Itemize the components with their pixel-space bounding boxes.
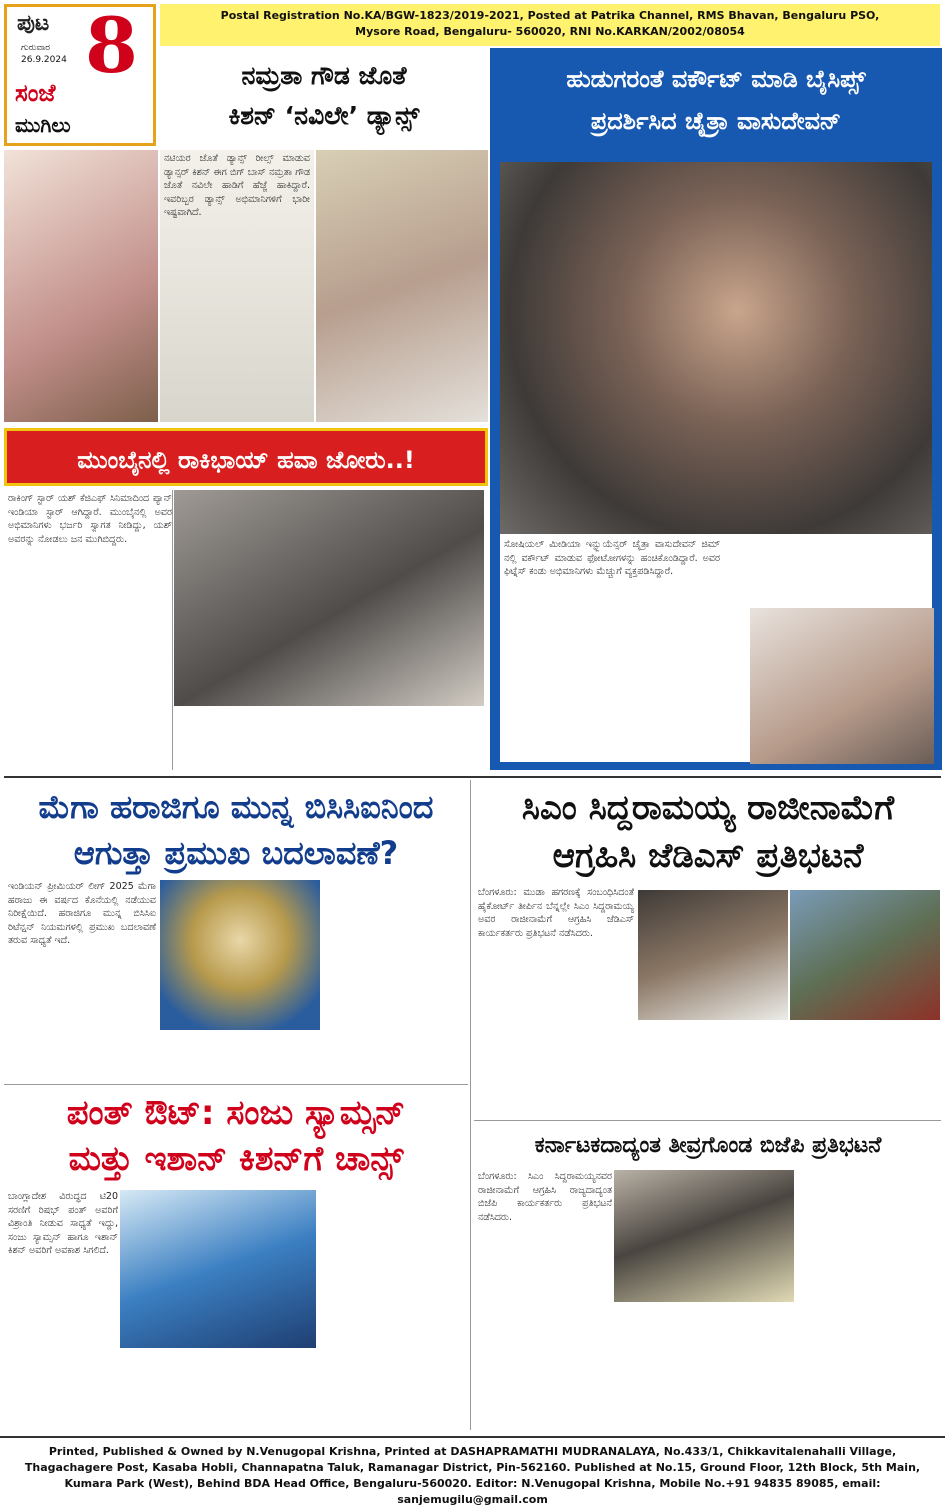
story5-body: ಬೆಂಗಳೂರು: ಮುಡಾ ಹಗರಣಕ್ಕೆ ಸಂಬಂಧಿಸಿದಂತೆ ಹೈಕೋರ್ಟ್ ತೀರ್ಪಿನ ಬೆನ್ನಲ್ಲೇ ಸಿಎಂ ಸಿದ್ದರಾಮಯ್ಯ ಅವರ ರಾಜೀನಾಮೆಗೆ ಆಗ್ರಹಿಸಿ ಜೆಡಿಎಸ್ ಕಾರ್ಯಕರ್ತರು ಪ್ರತಿಭಟನೆ ನಡೆಸಿದರು. bbox=[478, 887, 634, 939]
page-badge bbox=[4, 1, 156, 146]
date-label: 26.9.2024 bbox=[21, 55, 67, 65]
story5-headline-line2: ಆಗ್ರಹಿಸಿ ಜೆಡಿಎಸ್ ಪ್ರತಿಭಟನೆ bbox=[552, 836, 864, 876]
story6-body: ಬಾಂಗ್ಲಾದೇಶ ವಿರುದ್ಧದ ಟಿ20 ಸರಣಿಗೆ ರಿಷಭ್ ಪಂತ್ ಅವರಿಗೆ ವಿಶ್ರಾಂತಿ ನೀಡುವ ಸಾಧ್ಯತೆ ಇದ್ದು, ಸಂಜು ಸ್ಯಾಮ್ಸನ್ ಹಾಗೂ ಇಶಾನ್ ಕಿಶನ್ ಅವರಿಗೆ ಅವಕಾಶ ಸಿಗಲಿದೆ. bbox=[8, 1191, 118, 1256]
story6-players-photo bbox=[120, 1190, 316, 1348]
story2-headline bbox=[490, 48, 942, 158]
page-word: ಪುಟ bbox=[17, 11, 50, 36]
story3-body: ರಾಕಿಂಗ್ ಸ್ಟಾರ್ ಯಶ್ ಕೆಜಿಎಫ್ ಸಿನಿಮಾದಿಂದ ಪ್ಯಾನ್ ಇಂಡಿಯಾ ಸ್ಟಾರ್ ಆಗಿದ್ದಾರೆ. ಮುಂಬೈನಲ್ಲಿ ಅವರ ಅಭಿಮಾನಿಗಳು ಭರ್ಜರಿ ಸ್ವಾಗತ ನೀಡಿದ್ದು, ಯಶ್ ಅವರನ್ನು ನೋಡಲು ಜನ ಮುಗಿಬಿದ್ದರು. bbox=[8, 493, 172, 545]
story4-headline bbox=[4, 784, 468, 880]
story4-headline-line1: ಮೆಗಾ ಹರಾಜಿಗೂ ಮುನ್ನ ಬಿಸಿಸಿಐನಿಂದ bbox=[38, 788, 434, 826]
story2-headline-line2: ಪ್ರದರ್ಶಿಸಿದ ಚೈತ್ರಾ ವಾಸುದೇವನ್ bbox=[590, 107, 842, 135]
story1-photo-left bbox=[4, 150, 158, 422]
story4-headline-line2: ಆಗುತ್ತಾ ಪ್ರಮುಖ ಬದಲಾವಣೆ? bbox=[73, 834, 399, 872]
story2-side-photo bbox=[750, 608, 934, 764]
story5-protest-photo bbox=[790, 890, 940, 1020]
day-label: ಗುರುವಾರ bbox=[21, 43, 51, 53]
postal-registration: Postal Registration No.KA/BGW-1823/2019-2021, Posted at Patrika Channel, RMS Bhavan, Bengaluru PSO, Mysore Road, Bengaluru- 560020, RNI No.KARKAN/2002/08054 bbox=[160, 4, 940, 46]
story2-headline-line1: ಹುಡುಗರಂತೆ ವರ್ಕೌಟ್ ಮಾಡಿ ಬೈಸಿಪ್ಸ್ bbox=[566, 65, 866, 93]
paper-name-1: ಸಂಜೆ bbox=[15, 79, 56, 107]
story4-trophy-photo bbox=[160, 880, 320, 1030]
story3-divider bbox=[172, 490, 173, 770]
story4-body: ಇಂಡಿಯನ್ ಪ್ರೀಮಿಯರ್ ಲೀಗ್ 2025 ಮೆಗಾ ಹರಾಜು ಈ ವರ್ಷದ ಕೊನೆಯಲ್ಲಿ ನಡೆಯುವ ನಿರೀಕ್ಷೆಯಿದೆ. ಹರಾಜಿಗೂ ಮುನ್ನ ಬಿಸಿಸಿಐ ರಿಟೆನ್ಷನ್ ನಿಯಮಗಳಲ್ಲಿ ಪ್ರಮುಖ ಬದಲಾವಣೆ ತರುವ ಸಾಧ್ಯತೆ ಇದೆ. bbox=[8, 881, 156, 946]
story5-headline-line1: ಸಿಎಂ ಸಿದ್ದರಾಮಯ್ಯ ರಾಜೀನಾಮೆಗೆ bbox=[521, 788, 895, 828]
page-number: 8 bbox=[85, 1, 138, 90]
story3-headline: ಮುಂಬೈನಲ್ಲಿ ರಾಕಿಭಾಯ್ ಹವಾ ಜೋರು..! bbox=[4, 428, 488, 486]
story2-body: ಸೋಷಿಯಲ್ ಮೀಡಿಯಾ ಇನ್ಫ್ಲುಯೆನ್ಸರ್ ಚೈತ್ರಾ ವಾಸುದೇವನ್ ಜಿಮ್ ನಲ್ಲಿ ವರ್ಕೌಟ್ ಮಾಡುವ ಫೋಟೋಗಳನ್ನು ಹಂಚಿಕೊಂಡಿದ್ದಾರೆ. ಅವರ ಫಿಟ್ನೆಸ್ ಕಂಡು ಅಭಿಮಾನಿಗಳು ಮೆಚ್ಚುಗೆ ವ್ಯಕ್ತಪಡಿಸಿದ್ದಾರೆ. bbox=[504, 539, 720, 577]
story7-headline: ಕರ್ನಾಟಕದಾದ್ಯಂತ ತೀವ್ರಗೊಂಡ ಬಿಜೆಪಿ ಪ್ರತಿಭಟನೆ bbox=[534, 1133, 882, 1158]
story6-headline-line1: ಪಂತ್ ಔಟ್: ಸಂಜು ಸ್ಯಾಮ್ಸನ್ bbox=[66, 1093, 406, 1133]
story1-body: ನಟಿಯರ ಜೊತೆ ಡ್ಯಾನ್ಸ್ ರೀಲ್ಸ್ ಮಾಡುವ ಡ್ಯಾನ್ಸರ್ ಕಿಶನ್ ಈಗ ಬಿಗ್ ಬಾಸ್ ನಮ್ರತಾ ಗೌಡ ಜೊತೆ ನವಿಲೇ ಹಾಡಿಗೆ ಹೆಜ್ಜೆ ಹಾಕಿದ್ದಾರೆ. ಇವರಿಬ್ಬರ ಡ್ಯಾನ್ಸ್ ಅಭಿಮಾನಿಗಳಿಗೆ ಭಾರೀ ಇಷ್ಟವಾಗಿದೆ. bbox=[164, 153, 310, 218]
story1-headline-line2: ಕಿಶನ್ ‘ನವಿಲೇ’ ಡ್ಯಾನ್ಸ್ bbox=[228, 101, 420, 130]
story3-photo bbox=[174, 490, 484, 706]
story7-body: ಬೆಂಗಳೂರು: ಸಿಎಂ ಸಿದ್ದರಾಮಯ್ಯನವರ ರಾಜೀನಾಮೆಗೆ ಆಗ್ರಹಿಸಿ ರಾಜ್ಯದಾದ್ಯಂತ ಬಿಜೆಪಿ ಕಾರ್ಯಕರ್ತರು ಪ್ರತಿಭಟನೆ ನಡೆಸಿದರು. bbox=[478, 1171, 612, 1223]
story2-main-photo bbox=[500, 162, 932, 534]
story5-cm-photo bbox=[638, 890, 788, 1020]
story6-headline-line2: ಮತ್ತು ಇಶಾನ್ ಕಿಶನ್‌ಗೆ ಚಾನ್ಸ್ bbox=[68, 1139, 404, 1179]
story1-headline bbox=[160, 48, 488, 146]
story5-headline bbox=[474, 784, 942, 880]
right-bottom-divider bbox=[474, 1120, 941, 1121]
section-divider bbox=[4, 776, 941, 778]
column-divider bbox=[470, 780, 471, 1430]
story6-headline bbox=[4, 1090, 468, 1184]
left-bottom-divider bbox=[4, 1084, 468, 1085]
story1-headline-line1: ನಮ್ರತಾ ಗೌಡ ಜೊತೆ bbox=[241, 61, 407, 90]
paper-name-2: ಮುಗಿಲು bbox=[15, 113, 71, 137]
story1-photo-right bbox=[316, 150, 488, 422]
imprint-footer: Printed, Published & Owned by N.Venugopal Krishna, Printed at DASHAPRAMATHI MUDRANALAYA, No.433/1, Chikkavitalenahalli Village, Thagachagere Post, Kasaba Hobli, Channapatna Taluk, Ramanagar District, Pin-562160. Published at No.15, Ground Floor, 12th Block, 5th Main, Kumara Park (West), Behind BDA Head Office, Bengaluru-560020. Editor: N.Venugopal Krishna, Mobile No.+91 94835 89085, email: sanjemugilu@gmail.com bbox=[0, 1436, 945, 1491]
story7-protest-photo bbox=[614, 1170, 794, 1302]
